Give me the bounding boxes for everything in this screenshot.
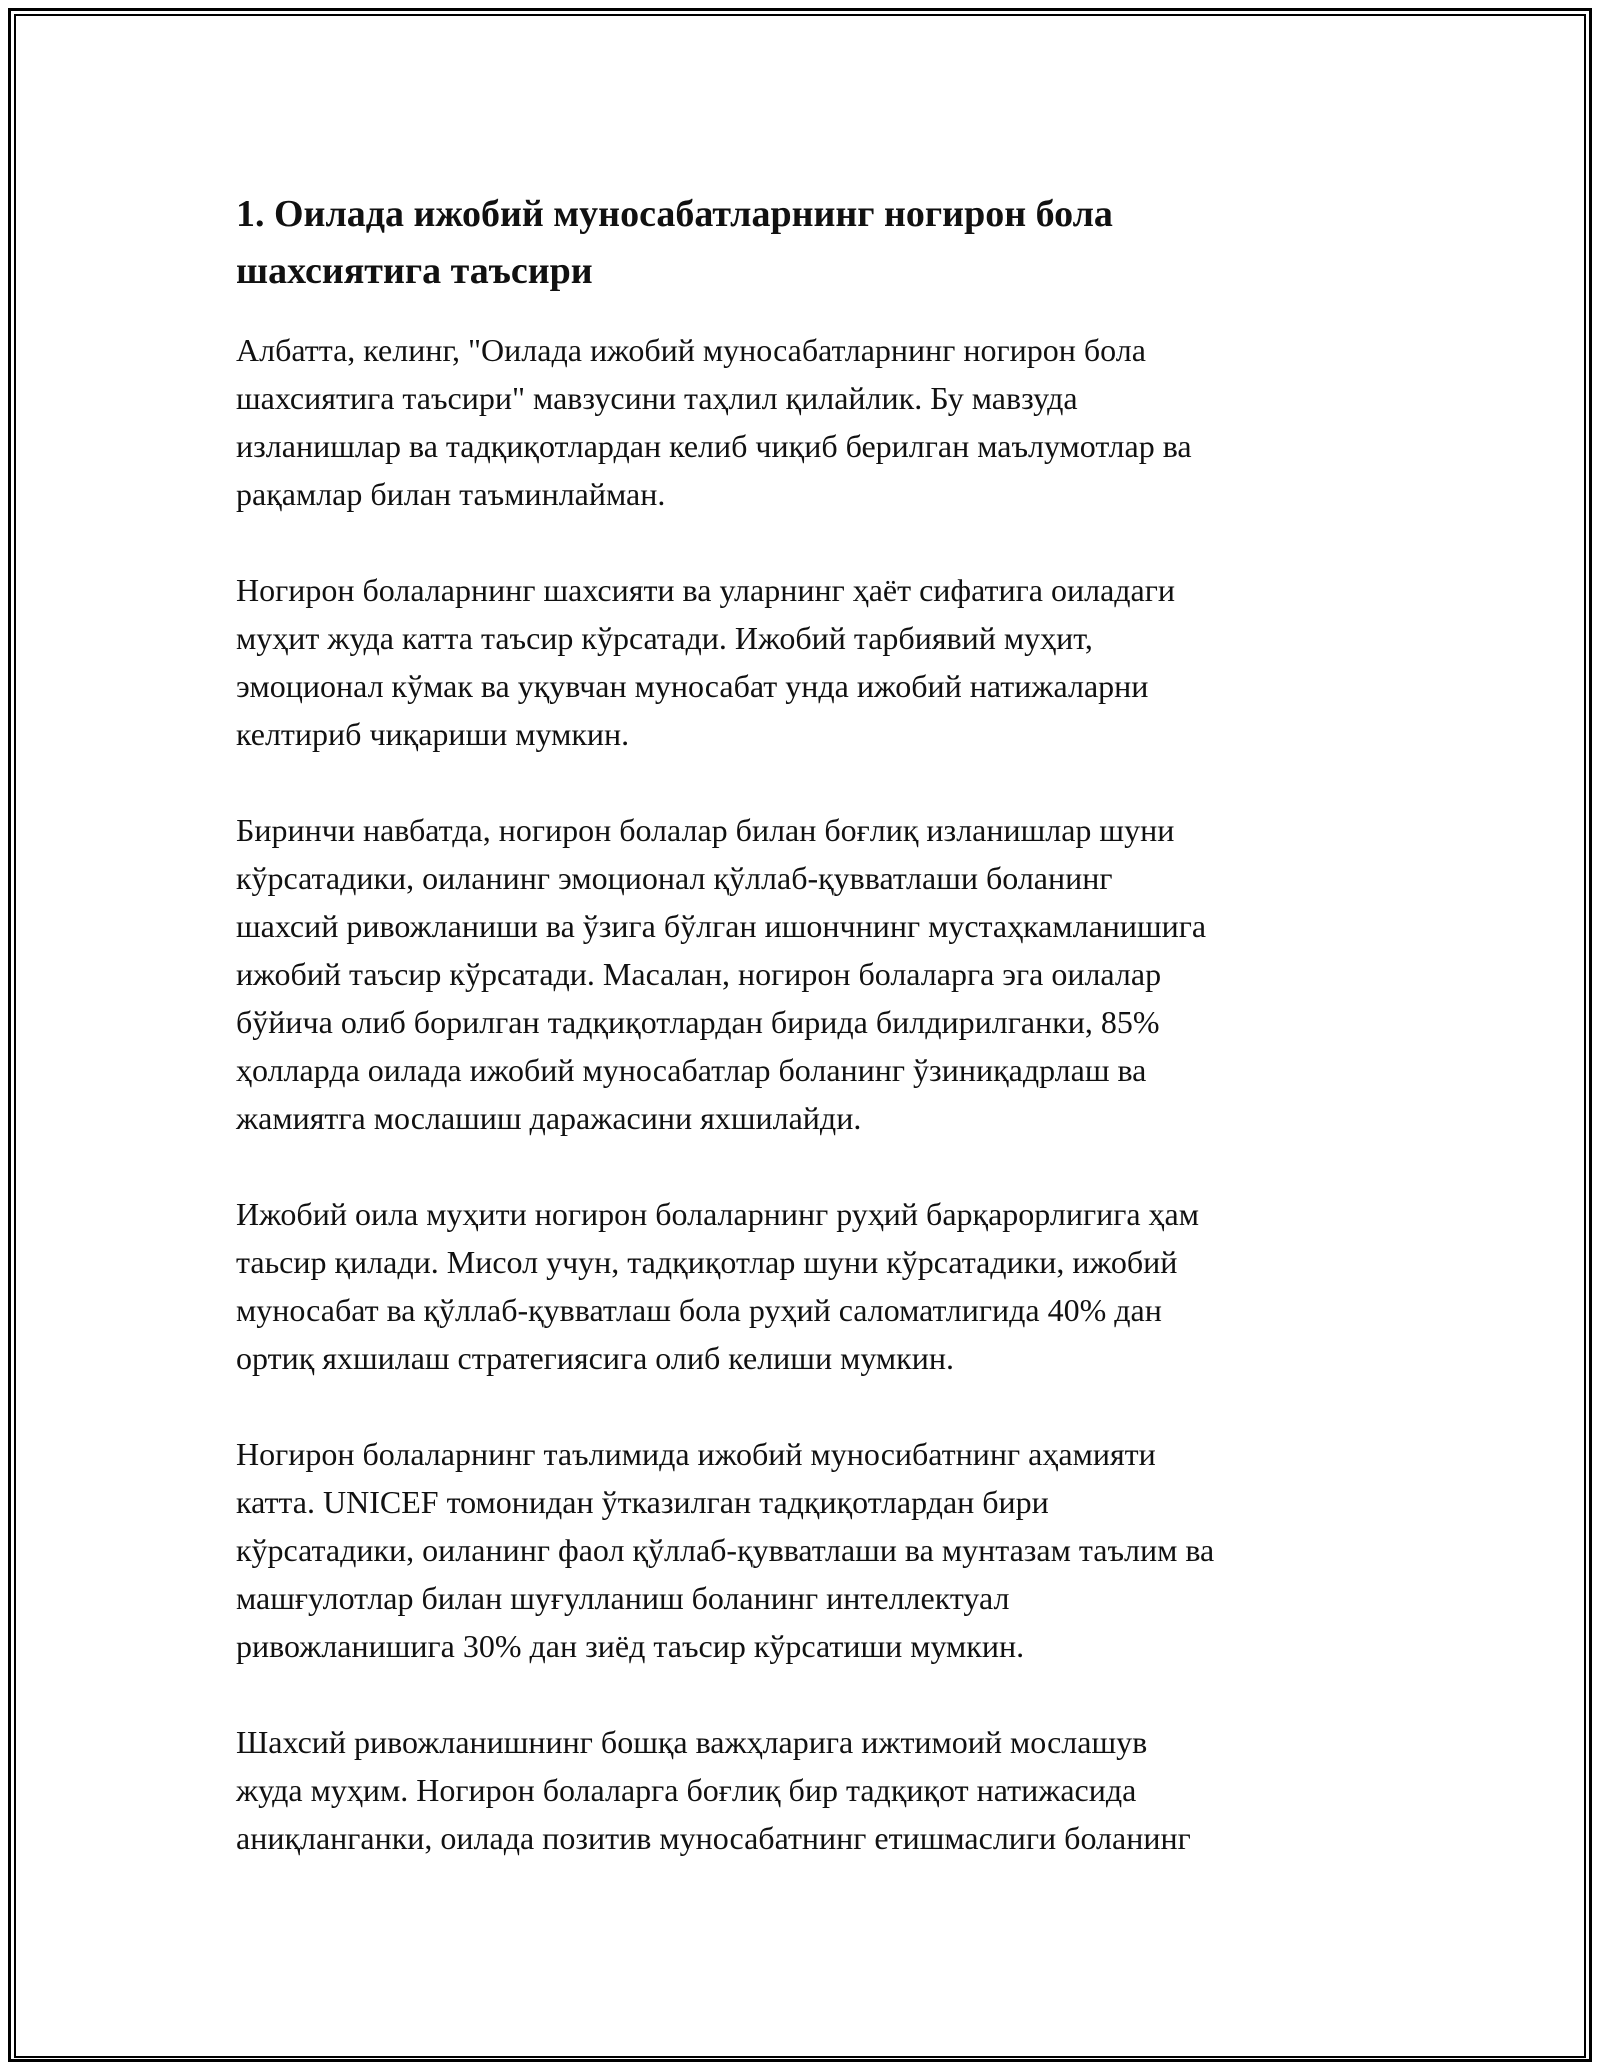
text-line: бўйича олиб борилган тадқиқотлардан бирида билдирилганки, 85% xyxy=(236,1004,1160,1040)
text-line: Ногирон болаларнинг шахсияти ва уларнинг ҳаёт сифатига оиладаги xyxy=(236,572,1175,608)
section-heading xyxy=(236,186,1376,300)
text-line: жуда муҳим. Ногирон болаларга боғлиқ бир тадқиқот натижасида xyxy=(236,1772,1137,1808)
text-line: рақамлар билан таъминлайман. xyxy=(236,476,666,512)
paragraph-intro xyxy=(236,326,1376,518)
text-line: Ижобий оила муҳити ногирон болаларнинг руҳий барқарорлигига ҳам xyxy=(236,1196,1199,1232)
text-line: ортиқ яхшилаш стратегиясига олиб келиши мумкин. xyxy=(236,1340,954,1376)
text-line: Ногирон болаларнинг таълимида ижобий муносибатнинг аҳамияти xyxy=(236,1436,1156,1472)
text-line: муҳит жуда катта таъсир кўрсатади. Ижобий тарбиявий муҳит, xyxy=(236,620,1093,656)
text-line: Албатта, келинг, "Оилада ижобий муносабатларнинг ногирон бола xyxy=(236,332,1146,368)
text-line: катта. UNICEF томонидан ўтказилган тадқиқотлардан бири xyxy=(236,1484,1049,1520)
heading-line: 1. Оилада ижобий муносабатларнинг ногирон бола xyxy=(236,193,1113,235)
text-line: шахсий ривожланиши ва ўзига бўлган ишончнинг мустаҳкамланишига xyxy=(236,908,1207,944)
text-line: Шахсий ривожланишнинг бошқа важҳларига ижтимоий мослашув xyxy=(236,1724,1148,1760)
document-body xyxy=(236,186,1376,1910)
text-line: жамиятга мослашиш даражасини яхшилайди. xyxy=(236,1100,862,1136)
text-line: изланишлар ва тадқиқотлардан келиб чиқиб берилган маълумотлар ва xyxy=(236,428,1192,464)
paragraph-education xyxy=(236,1430,1376,1670)
text-line: муносабат ва қўллаб-қувватлаш бола руҳий саломатлигида 40% дан xyxy=(236,1292,1162,1328)
text-line: кўрсатадики, оиланинг фаол қўллаб-қувватлаши ва мунтазам таълим ва xyxy=(236,1532,1215,1568)
text-line: шахсиятига таъсири" мавзусини таҳлил қилайлик. Бу мавзуда xyxy=(236,380,1078,416)
text-line: эмоционал кўмак ва уқувчан муносабат унда ижобий натижаларни xyxy=(236,668,1149,704)
heading-line: шахсиятига таъсири xyxy=(236,250,593,292)
text-line: аниқланганки, оилада позитив муносабатнинг етишмаслиги боланинг xyxy=(236,1820,1191,1856)
text-line: Биринчи навбатда, ногирон болалар билан боғлиқ изланишлар шуни xyxy=(236,812,1175,848)
text-line: ижобий таъсир кўрсатади. Масалан, ногирон болаларга эга оилалар xyxy=(236,956,1162,992)
paragraph-environment xyxy=(236,566,1376,758)
text-line: келтириб чиқариши мумкин. xyxy=(236,716,630,752)
text-line: машғулотлар билан шуғулланиш боланинг интеллектуал xyxy=(236,1580,1010,1616)
text-line: таьсир қилади. Мисол учун, тадқиқотлар шуни кўрсатадики, ижобий xyxy=(236,1244,1178,1280)
paragraph-mental-stability xyxy=(236,1190,1376,1382)
text-line: кўрсатадики, оиланинг эмоционал қўллаб-қувватлаши боланинг xyxy=(236,860,1113,896)
text-line: ривожланишига 30% дан зиёд таъсир кўрсатиши мумкин. xyxy=(236,1628,1025,1664)
text-line: ҳолларда оилада ижобий муносабатлар боланинг ўзиниқадрлаш ва xyxy=(236,1052,1147,1088)
paragraph-social-adaptation xyxy=(236,1718,1376,1862)
paragraph-emotional-support xyxy=(236,806,1376,1142)
